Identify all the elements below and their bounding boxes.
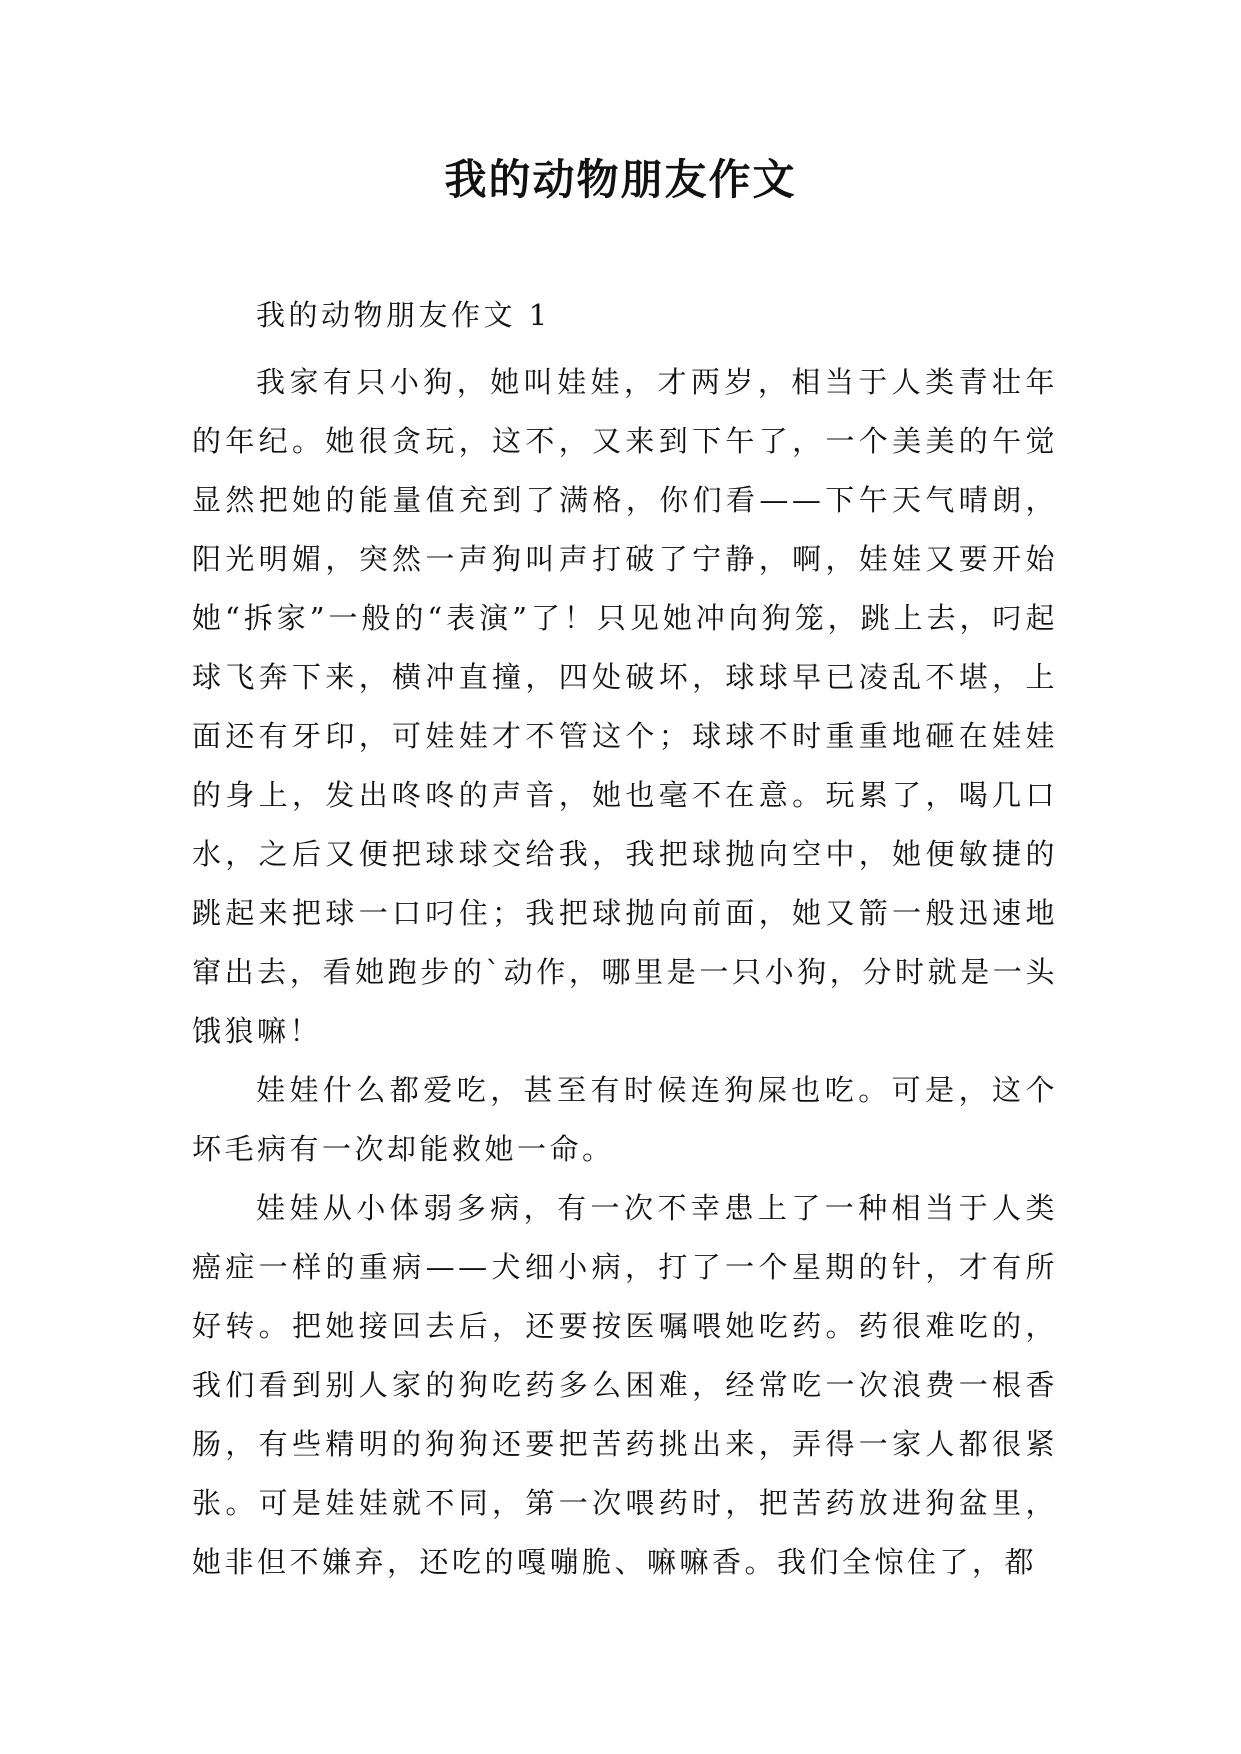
section-heading: 我的动物朋友作文 1 xyxy=(256,298,551,332)
document-body xyxy=(192,286,1058,1592)
paragraph-2: 娃娃什么都爱吃，甚至有时候连狗屎也吃。可是，这个坏毛病有一次却能救她一命。 xyxy=(192,1073,1058,1166)
paragraph-3: 娃娃从小体弱多病，有一次不幸患上了一种相当于人类癌症一样的重病——犬细小病，打了一个星期的针，才有所好转。把她接回去后，还要按医嘱喂她吃药。药很难吃的，我们看到别人家的狗吃药多么困难，经常吃一次浪费一根香肠，有些精明的狗狗还要把苦药挑出来，弄得一家人都很紧张。可是娃娃就不同，第一次喂药时，把苦药放进狗盆里，她非但不嫌弃，还吃的嘎嘣脆、嘛嘛香。我们全惊住了，都 xyxy=(192,1191,1058,1579)
document-title: 我的动物朋友作文 xyxy=(444,155,797,204)
paragraph-1: 我家有只小狗，她叫娃娃，才两岁，相当于人类青壮年的年纪。她很贪玩，这不，又来到下午了，一个美美的午觉显然把她的能量值充到了满格，你们看——下午天气晴朗，阳光明媚，突然一声狗叫声打破了宁静，啊，娃娃又要开始她“拆家”一般的“表演”了！只见她冲向狗笼，跳上去，叼起球飞奔下来，横冲直撞，四处破坏，球球早已凌乱不堪，上面还有牙印，可娃娃才不管这个；球球不时重重地砸在娃娃的身上，发出咚咚的声音，她也毫不在意。玩累了，喝几口水，之后又便把球球交给我，我把球抛向空中，她便敏捷的跳起来把球一口叼住；我把球抛向前面，她又箭一般迅速地窜出去，看她跑步的`动作，哪里是一只小狗，分时就是一头饿狼嘛！ xyxy=(192,365,1058,1048)
